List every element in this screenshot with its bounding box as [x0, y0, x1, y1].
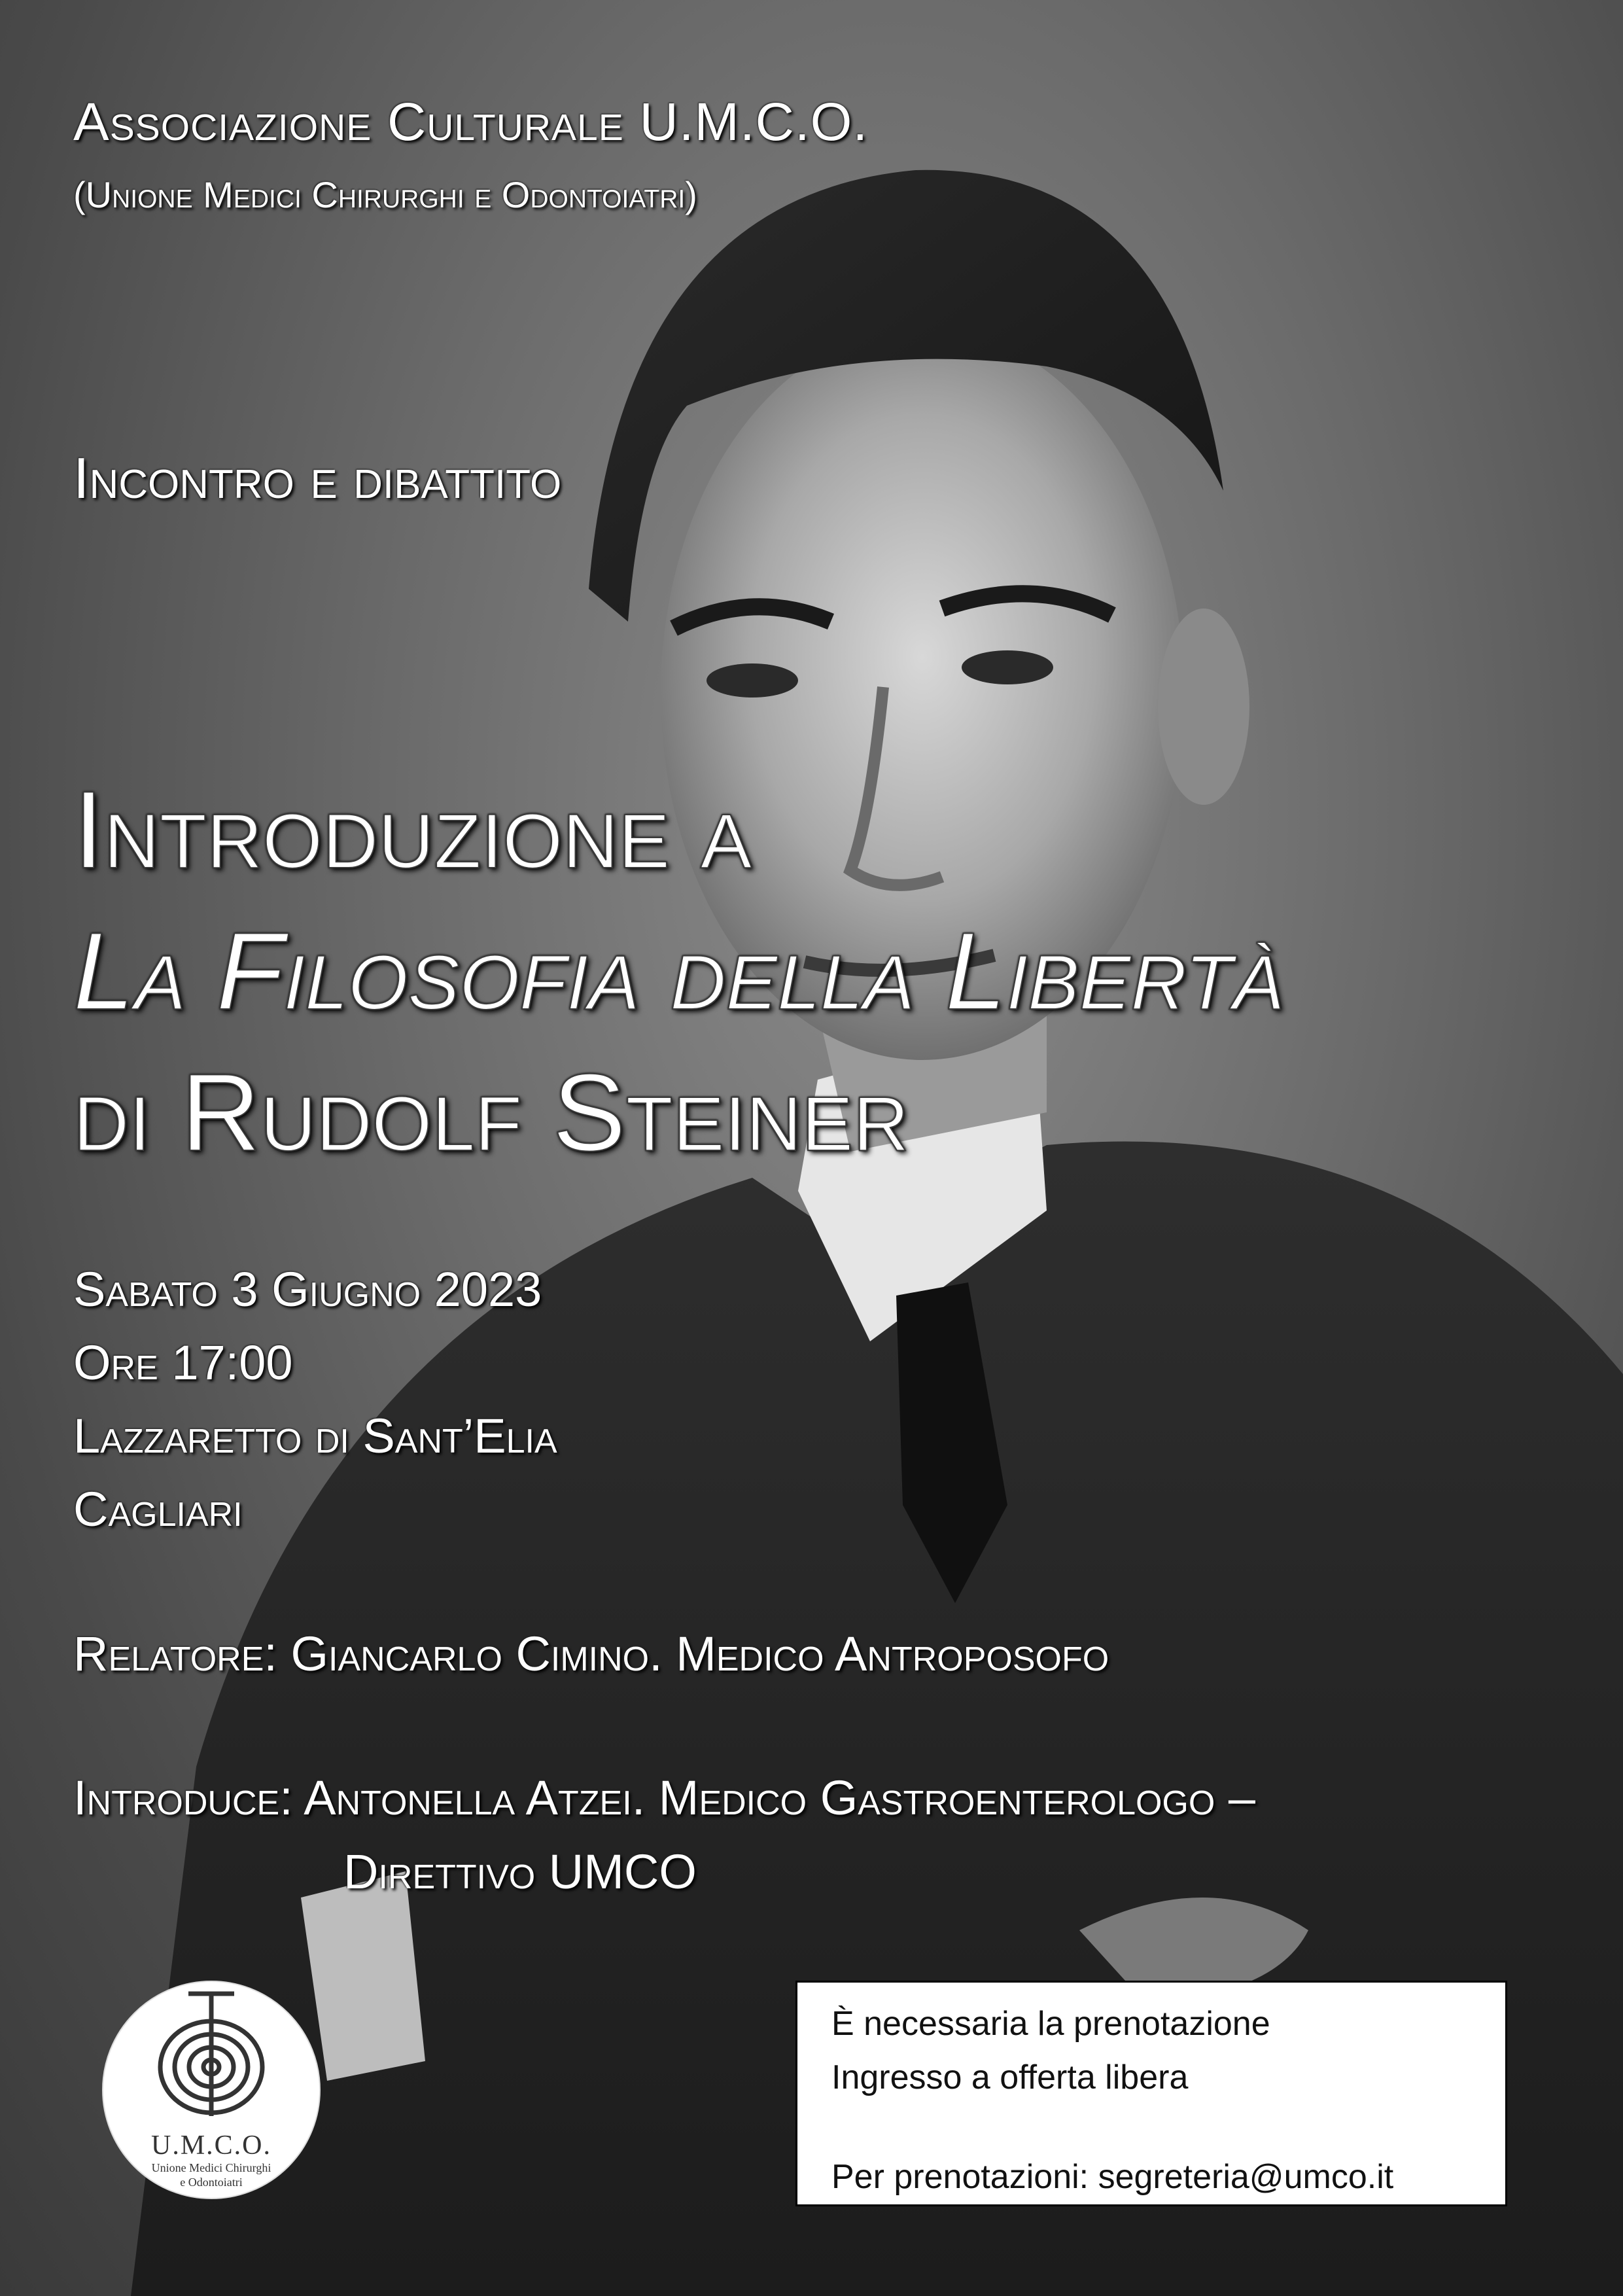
introducer-line-2: Direttivo UMCO — [343, 1845, 697, 1899]
event-venue: Lazzaretto di Sant’Elia — [73, 1409, 557, 1463]
event-type: Incontro e dibattito — [73, 446, 562, 510]
speaker: Relatore: Giancarlo Cimino. Medico Antroposofo — [73, 1627, 1109, 1681]
entry-note: Ingresso a offerta libera — [831, 2058, 1189, 2096]
event-time: Ore 17:00 — [73, 1335, 293, 1390]
logo-name: U.M.C.O. — [150, 2130, 272, 2161]
event-title — [73, 759, 1283, 1183]
event-city: Cagliari — [73, 1482, 243, 1536]
umco-logo — [102, 1981, 321, 2199]
info-box — [795, 1981, 1507, 2206]
contact-email[interactable]: Per prenotazioni: segreteria@umco.it — [831, 2158, 1394, 2196]
association-full-name: (Unione Medici Chirurghi e Odontoiatri) — [73, 174, 697, 215]
reservation-note: È necessaria la prenotazione — [831, 2005, 1270, 2043]
title-line-2: La Filosofia della Libertà — [73, 910, 1284, 1033]
event-date: Sabato 3 Giugno 2023 — [73, 1262, 542, 1316]
event-details — [73, 1253, 557, 1546]
logo-subtitle-2: e Odontoiatri — [180, 2176, 243, 2189]
introducer-line-1: Introduce: Antonella Atzei. Medico Gastroenterologo – — [73, 1771, 1256, 1825]
title-line-3: di Rudolf Steiner — [73, 1051, 909, 1174]
association-name: Associazione Culturale U.M.C.O. — [73, 92, 869, 152]
title-line-1: Introduzione a — [73, 768, 752, 891]
logo-subtitle-1: Unione Medici Chirurghi — [151, 2161, 271, 2174]
